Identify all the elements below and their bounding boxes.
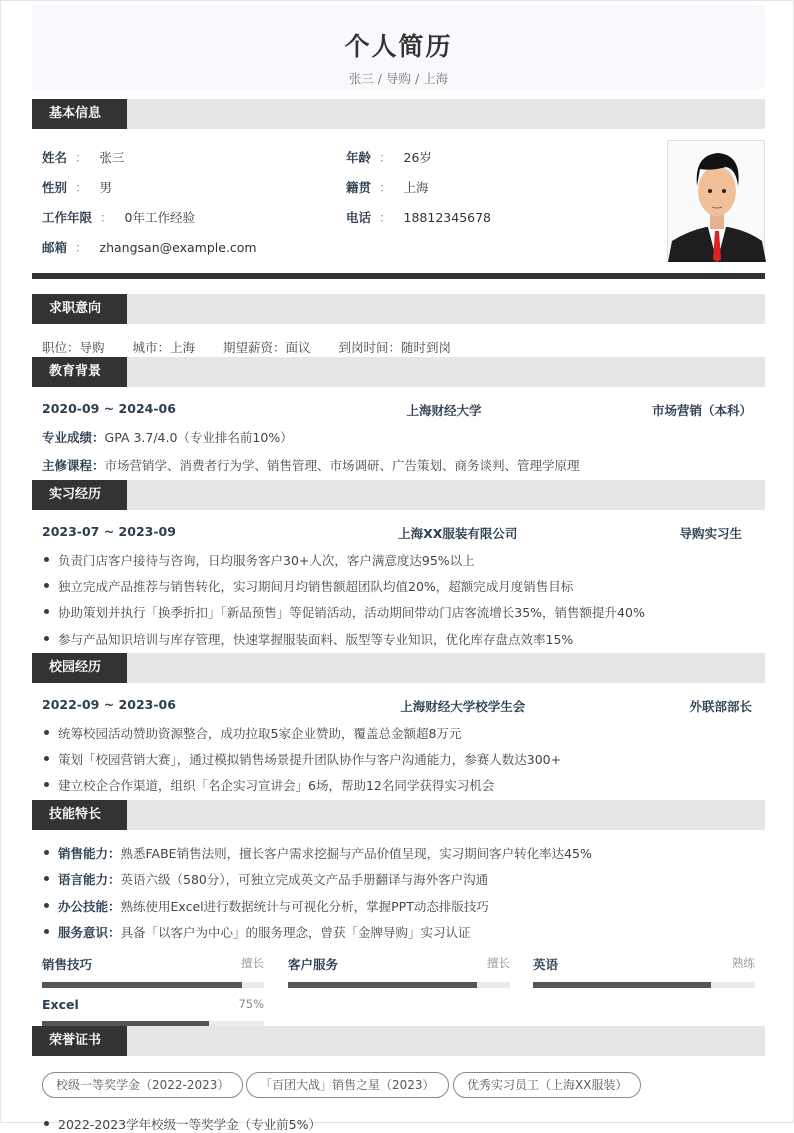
section-title: 校园经历 [32, 653, 127, 683]
list-item: 负责门店客户接待与咨询，日均服务客户30+人次，客户满意度达95%以上 [42, 551, 475, 569]
section-title: 教育背景 [32, 357, 127, 387]
list-item: 统筹校园活动赞助资源整合，成功拉取5家企业赞助，覆盖总金额超8万元 [42, 724, 461, 742]
divider [32, 273, 765, 279]
skill-bar: Excel 75% [42, 997, 264, 1027]
skill-item: 销售能力：熟悉FABE销售法则，擅长客户需求挖掘与产品价值呈现，实习期间客户转化率达45% [42, 844, 592, 862]
name-field: 姓名 ： 张三 [42, 150, 125, 165]
section-campus [32, 653, 765, 683]
honor-tag: 优秀实习员工（上海XX服装） [453, 1072, 641, 1098]
section-skills [32, 800, 765, 830]
age-field: 年龄 ： 26岁 [346, 150, 432, 165]
skill-bar-fill [42, 982, 242, 988]
avatar [667, 140, 765, 261]
phone-field: 电话 ： 18812345678 [346, 210, 492, 225]
edu-header: 2020-09 ~ 2024-06 上海财经大学 市场营销（本科） [42, 401, 752, 418]
page-title: 个人简历 [344, 32, 453, 61]
section-internship [32, 480, 765, 510]
skill-item: 服务意识：具备「以客户为中心」的服务理念，曾获「金牌导购」实习认证 [42, 923, 471, 941]
section-honors [32, 1026, 765, 1056]
intent-position: 职位：导购 [42, 340, 105, 355]
skill-bar: 英语 熟练 [533, 955, 755, 988]
skill-item: 语言能力：英语六级（580分），可独立完成英文产品手册翻译与海外客户沟通 [42, 870, 488, 888]
honor-tag: 校级一等奖学金（2022-2023） [42, 1072, 243, 1098]
email-field: 邮箱 ： zhangsan@example.com [42, 240, 257, 255]
resume-header [32, 5, 765, 89]
intent-city: 城市：上海 [132, 340, 196, 355]
skill-bar-fill [533, 982, 711, 988]
section-title: 基本信息 [32, 99, 127, 129]
section-title: 技能特长 [32, 800, 127, 830]
gender-field: 性别 ： 男 [42, 180, 113, 195]
section-title: 实习经历 [32, 480, 127, 510]
intent-row [42, 338, 451, 356]
section-title: 荣誉证书 [32, 1026, 127, 1056]
list-item: 2022-2023学年校级一等奖学金（专业前5%） [42, 1115, 321, 1133]
section-intent [32, 294, 765, 324]
edu-gpa: 专业成绩：GPA 3.7/4.0（专业排名前10%） [42, 430, 293, 445]
skill-bar-fill [288, 982, 477, 988]
section-education [32, 357, 765, 387]
list-item: 参与产品知识培训与库存管理，快速掌握服装面料、版型等专业知识，优化库存盘点效率15% [42, 630, 573, 648]
edu-courses: 主修课程：市场营销学、消费者行为学、销售管理、市场调研、广告策划、商务谈判、管理学原理 [42, 458, 580, 473]
intern-header: 2023-07 ~ 2023-09 上海XX服装有限公司 导购实习生 [42, 524, 742, 541]
list-item: 独立完成产品推荐与销售转化，实习期间月均销售额超团队均值20%，超额完成月度销售目标 [42, 577, 573, 595]
years-field: 工作年限 ： 0年工作经验 [42, 210, 195, 225]
list-item: 建立校企合作渠道，组织「名企实习宣讲会」6场，帮助12名同学获得实习机会 [42, 776, 494, 794]
section-title: 求职意向 [32, 294, 127, 324]
section-basic [32, 99, 765, 129]
skill-bar: 销售技巧 擅长 [42, 955, 264, 988]
campus-header: 2022-09 ~ 2023-06 上海财经大学校学生会 外联部部长 [42, 697, 752, 714]
subtitle: 张三 / 导购 / 上海 [348, 71, 449, 86]
intent-salary: 期望薪资：面议 [223, 340, 311, 355]
skill-bar: 客户服务 擅长 [288, 955, 510, 988]
intent-start: 到岗时间：随时到岗 [338, 340, 452, 355]
honor-tag: 「百团大战」销售之星（2023） [246, 1072, 449, 1098]
origin-field: 籍贯 ： 上海 [346, 180, 429, 195]
skill-item: 办公技能：熟练使用Excel进行数据统计与可视化分析，掌握PPT动态排版技巧 [42, 897, 489, 915]
list-item: 策划「校园营销大赛」，通过模拟销售场景提升团队协作与客户沟通能力，参赛人数达300+ [42, 750, 561, 768]
list-item: 协助策划并执行「换季折扣」「新品预售」等促销活动，活动期间带动门店客流增长35%，销售额提升40% [42, 603, 645, 621]
